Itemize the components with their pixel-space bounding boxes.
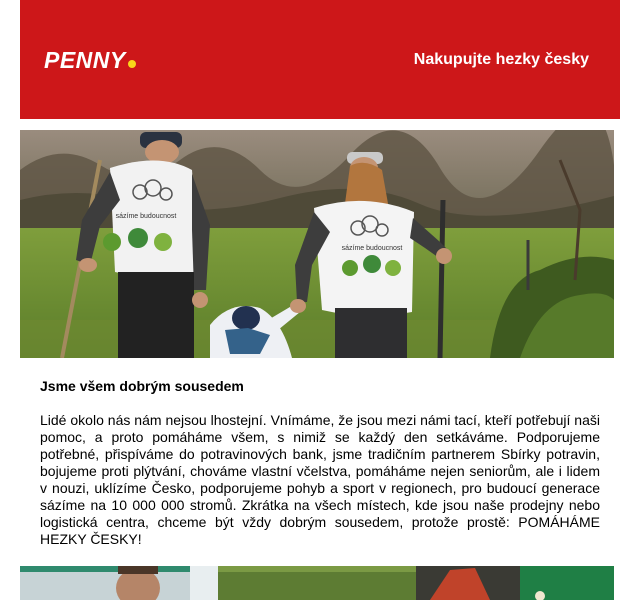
- header-tagline: Nakupujte hezky česky: [413, 51, 589, 68]
- next-section-photo-strip: [20, 566, 614, 600]
- shirt-print-text-right: sázíme budoucnost: [341, 245, 403, 252]
- hero-photo-illustration: [20, 130, 614, 358]
- shirt-print-text-left: sázíme budoucnost: [115, 213, 177, 220]
- article-title: Jsme všem dobrým sousedem: [40, 378, 244, 394]
- logo-dot-icon: [128, 60, 136, 68]
- logo-text: PENNY: [44, 47, 126, 73]
- next-section-images[interactable]: [20, 566, 614, 600]
- email-header: [20, 0, 620, 119]
- penny-logo[interactable]: [44, 47, 136, 74]
- article-body: Lidé okolo nás nám nejsou lhostejní. Vnímáme, že jsou mezi námi tací, kteří potřebují naši pomoc, a proto pomáháme všem, s nimiž se každý den setkáváme. Podporujeme potřebné, přispíváme do potravinových bank, jsme tradičním partnerem Sbírky potravin, bojujeme proti plýtvání, chováme vlastní včelstva, pomáháme nejen seniorům, ale i lidem v nouzi, uklízíme Česko, podporujeme pohyb a sport v regionech, pro budoucí generace sázíme na 10 000 000 stromů. Zkrátka na všech místech, kde jsou naše prodejny nebo logistická centra, chceme být vždy dobrým sousedem, protože prostě: POMÁHÁME HEZKY ČESKY!: [40, 412, 600, 547]
- hero-image[interactable]: [20, 130, 614, 358]
